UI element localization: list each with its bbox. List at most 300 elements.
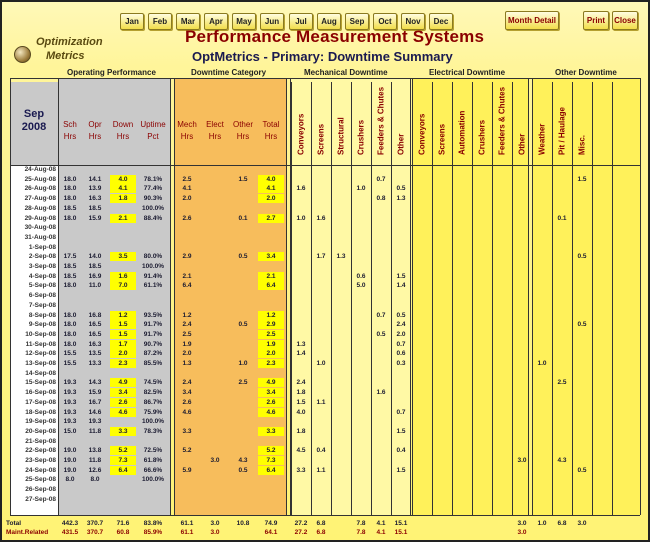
cell: 0.7 <box>396 340 406 348</box>
cell: 91.7% <box>143 321 163 329</box>
cell: 0.5 <box>396 311 406 319</box>
electrical-header-2 <box>455 82 469 164</box>
cell: 80.0% <box>143 253 163 261</box>
cell: 4.6 <box>258 408 284 417</box>
cell: 1.5 <box>396 272 406 280</box>
total-cell: 27.2 <box>294 520 308 527</box>
cell: 100.0% <box>141 418 165 426</box>
total-cell: 74.9 <box>264 520 278 527</box>
cell: 1.8 <box>296 427 306 435</box>
cell: 4.0 <box>258 175 284 184</box>
cell: 0.5 <box>577 253 587 261</box>
table-row[interactable] <box>2 446 650 455</box>
print-button[interactable]: Print <box>583 11 609 30</box>
cell: 19.0 <box>63 457 77 464</box>
row-date: 10-Sep-08 <box>25 330 56 338</box>
maint-cell: 6.8 <box>316 529 326 536</box>
cell: 2.0 <box>258 194 284 203</box>
table-row[interactable] <box>2 204 650 213</box>
row-date: 2-Sep-08 <box>28 253 56 261</box>
globe-icon <box>14 46 31 63</box>
section-operating-performance: Operating Performance <box>67 68 156 77</box>
table-row[interactable] <box>2 165 650 174</box>
cell: 4.1 <box>110 184 136 193</box>
table-row[interactable] <box>2 252 650 261</box>
row-date: 31-Aug-08 <box>24 233 56 241</box>
cell: 2.6 <box>182 214 192 222</box>
cell: 0.1 <box>238 214 248 222</box>
electrical-header-3 <box>475 82 489 164</box>
electrical-header-3-label: Crushers <box>477 119 487 155</box>
cell: 16.7 <box>88 398 102 406</box>
maint-cell: 15.1 <box>394 529 408 536</box>
cell: 2.4 <box>182 321 192 329</box>
maint-cell: 64.1 <box>264 529 278 536</box>
cell: 4.5 <box>296 447 306 455</box>
mechanical-header-0-label: Conveyors <box>296 113 306 155</box>
table-row[interactable] <box>2 340 650 349</box>
cell: 0.6 <box>396 350 406 358</box>
cell: 14.6 <box>88 408 102 416</box>
cell: 3.5 <box>110 252 136 261</box>
cell: 11.0 <box>88 282 102 290</box>
cell: 72.5% <box>143 447 163 455</box>
cell: 100.0% <box>141 263 165 270</box>
cell: 2.9 <box>182 253 192 261</box>
cell: 90.3% <box>143 195 163 203</box>
cell: 2.3 <box>110 359 136 368</box>
row-date: 6-Sep-08 <box>28 292 56 300</box>
maint-cell: 431.5 <box>61 529 79 536</box>
maint-cell: 3.0 <box>210 529 220 536</box>
operating-header-3: Uptime Pct <box>140 120 166 141</box>
cell: 18.0 <box>63 330 77 338</box>
total-label: Total <box>6 520 22 527</box>
table-row[interactable] <box>2 272 650 281</box>
month-button-oct[interactable]: Oct <box>373 13 397 30</box>
cell: 14.3 <box>88 379 102 387</box>
table-row[interactable] <box>2 466 650 475</box>
cell: 3.3 <box>110 427 136 436</box>
cell: 1.2 <box>182 311 192 319</box>
cell: 13.3 <box>88 360 102 367</box>
electrical-header-1 <box>435 82 449 164</box>
cell: 1.2 <box>258 311 284 320</box>
total-cell: 10.8 <box>236 520 250 527</box>
period-label <box>10 82 58 165</box>
cell: 1.5 <box>577 175 587 183</box>
cell: 3.0 <box>517 457 527 464</box>
table-row[interactable] <box>2 311 650 320</box>
electrical-header-4 <box>495 82 509 164</box>
cell: 1.4 <box>396 282 406 290</box>
grid-line <box>10 515 640 516</box>
cell: 19.3 <box>88 418 102 426</box>
grid-line <box>10 78 640 79</box>
operating-header-0: Sch Hrs <box>63 120 77 141</box>
cell: 7.0 <box>110 281 136 290</box>
row-date: 20-Sep-08 <box>25 427 56 435</box>
row-date: 18-Sep-08 <box>25 408 56 416</box>
month-button-aug[interactable]: Aug <box>317 13 341 30</box>
cell: 18.5 <box>63 204 77 212</box>
cell: 0.3 <box>396 360 406 367</box>
row-date: 27-Sep-08 <box>25 495 56 503</box>
cell: 1.6 <box>316 214 326 222</box>
period-year: 2008 <box>21 121 47 133</box>
table-row[interactable] <box>2 388 650 397</box>
cell: 0.4 <box>316 447 326 455</box>
cell: 0.5 <box>577 466 587 474</box>
maint-cell: 7.8 <box>356 529 366 536</box>
logo-line1: Optimization <box>36 36 103 48</box>
cell: 15.5 <box>63 360 77 367</box>
section-mechanical-downtime: Mechanical Downtime <box>304 68 388 77</box>
row-date: 1-Sep-08 <box>28 243 56 251</box>
electrical-header-1-label: Screens <box>437 123 447 155</box>
cell: 1.0 <box>356 185 366 193</box>
cell: 18.0 <box>63 214 77 222</box>
cell: 18.5 <box>88 204 102 212</box>
table-row[interactable] <box>2 184 650 193</box>
cell: 3.0 <box>210 457 220 464</box>
row-date: 30-Aug-08 <box>24 224 56 232</box>
cell: 3.3 <box>296 466 306 474</box>
total-cell: 7.8 <box>356 520 366 527</box>
row-date: 9-Sep-08 <box>28 321 56 329</box>
cell: 1.2 <box>110 311 136 320</box>
month-button-jun[interactable]: Jun <box>260 13 284 30</box>
cell: 13.5 <box>88 350 102 358</box>
cell: 1.7 <box>316 253 326 261</box>
cell: 1.1 <box>316 398 326 406</box>
table-row[interactable] <box>2 359 650 368</box>
other-header-2-label: Misc. <box>577 134 587 155</box>
close-button[interactable]: Close <box>612 11 638 30</box>
cell: 0.5 <box>577 321 587 329</box>
electrical-header-5-label: Other <box>517 133 527 155</box>
cell: 1.9 <box>258 340 284 349</box>
table-row[interactable] <box>2 485 650 494</box>
row-date: 11-Sep-08 <box>25 340 56 348</box>
cell: 4.3 <box>557 457 567 464</box>
cell: 16.5 <box>88 321 102 329</box>
month-button-mar[interactable]: Mar <box>176 13 200 30</box>
cell: 4.3 <box>238 457 248 464</box>
cell: 1.1 <box>316 466 326 474</box>
cell: 7.3 <box>258 456 284 465</box>
mechanical-header-2-label: Structural <box>336 117 346 155</box>
mechanical-header-5 <box>394 82 408 164</box>
cell: 74.5% <box>143 379 163 387</box>
cell: 0.7 <box>376 175 386 183</box>
row-date: 8-Sep-08 <box>28 311 56 319</box>
mechanical-header-5-label: Other <box>396 133 406 155</box>
cell: 2.0 <box>110 349 136 358</box>
cell: 18.5 <box>63 272 77 280</box>
row-date: 24-Aug-08 <box>24 166 56 173</box>
cell: 16.3 <box>88 340 102 348</box>
table-row[interactable] <box>2 175 650 184</box>
maint-cell: 61.1 <box>180 529 194 536</box>
cell: 1.3 <box>336 253 346 261</box>
cell: 0.5 <box>238 466 248 474</box>
cell: 5.2 <box>182 447 192 455</box>
month-button-sep[interactable]: Sep <box>345 13 369 30</box>
table-row[interactable] <box>2 243 650 252</box>
cell: 4.0 <box>296 408 306 416</box>
month-button-nov[interactable]: Nov <box>401 13 425 30</box>
month-button-jul[interactable]: Jul <box>289 13 313 30</box>
total-cell: 71.6 <box>116 520 130 527</box>
total-cell: 370.7 <box>86 520 104 527</box>
cell: 0.1 <box>557 214 567 222</box>
cell: 2.5 <box>258 330 284 339</box>
electrical-header-4-label: Feeders & Chutes <box>497 86 507 155</box>
table-row[interactable] <box>2 223 650 232</box>
row-date: 29-Aug-08 <box>24 214 56 222</box>
other-header-2 <box>575 82 589 164</box>
table-row[interactable] <box>2 214 650 223</box>
table-row[interactable] <box>2 233 650 242</box>
cell: 14.0 <box>88 253 102 261</box>
table-row[interactable] <box>2 291 650 300</box>
cell: 2.5 <box>238 379 248 387</box>
cell: 2.3 <box>258 359 284 368</box>
cell: 1.0 <box>238 360 248 367</box>
cell: 85.5% <box>143 360 163 367</box>
cell: 91.4% <box>143 272 163 280</box>
cell: 2.0 <box>182 195 192 203</box>
maint-cell: 85.9% <box>143 529 163 536</box>
maint-cell: 27.2 <box>294 529 308 536</box>
cell: 93.5% <box>143 311 163 319</box>
cell: 2.1 <box>182 272 192 280</box>
table-row[interactable] <box>2 378 650 387</box>
month-button-may[interactable]: May <box>232 13 256 30</box>
category-header-2: Other Hrs <box>232 120 253 141</box>
operating-header-1: Opr Hrs <box>88 120 102 141</box>
total-cell: 15.1 <box>394 520 408 527</box>
cell: 0.4 <box>396 447 406 455</box>
row-date: 12-Sep-08 <box>25 350 56 358</box>
cell: 2.5 <box>182 330 192 338</box>
cell: 17.5 <box>63 253 77 261</box>
total-cell: 6.8 <box>557 520 567 527</box>
cell: 6.4 <box>110 466 136 475</box>
cell: 16.3 <box>88 195 102 203</box>
cell: 0.5 <box>238 253 248 261</box>
table-row[interactable] <box>2 456 650 465</box>
table-row[interactable] <box>2 330 650 339</box>
section-downtime-category: Downtime Category <box>191 68 267 77</box>
cell: 13.8 <box>88 447 102 455</box>
cell: 4.6 <box>182 408 192 416</box>
cell: 19.3 <box>63 379 77 387</box>
row-date: 16-Sep-08 <box>25 389 56 397</box>
cell: 61.1% <box>143 282 163 290</box>
total-cell: 442.3 <box>61 520 79 527</box>
row-date: 24-Sep-08 <box>25 466 56 474</box>
cell: 82.5% <box>143 389 163 397</box>
cell: 1.5 <box>296 398 306 406</box>
row-date: 13-Sep-08 <box>25 360 56 367</box>
period-month: Sep <box>23 108 45 120</box>
table-row[interactable] <box>2 349 650 358</box>
mechanical-header-3 <box>354 82 368 164</box>
table-row[interactable] <box>2 495 650 504</box>
cell: 18.5 <box>63 263 77 270</box>
cell: 7.3 <box>110 456 136 465</box>
month-button-feb[interactable]: Feb <box>148 13 172 30</box>
maint-cell: 4.1 <box>376 529 386 536</box>
other-header-1 <box>555 82 569 164</box>
company-logo <box>12 30 162 70</box>
table-row[interactable] <box>2 194 650 203</box>
cell: 78.1% <box>143 175 163 183</box>
cell: 2.1 <box>110 214 136 223</box>
cell: 19.3 <box>63 418 77 426</box>
cell: 16.8 <box>88 311 102 319</box>
cell: 1.0 <box>296 214 306 222</box>
other-header-1-label: Pit / Haulage <box>557 106 567 155</box>
cell: 2.4 <box>296 379 306 387</box>
cell: 16.5 <box>88 330 102 338</box>
row-date: 26-Sep-08 <box>25 486 56 494</box>
maint-cell: 3.0 <box>517 529 527 536</box>
mechanical-header-4 <box>374 82 388 164</box>
total-cell: 3.0 <box>517 520 527 527</box>
cell: 1.6 <box>110 272 136 281</box>
cell: 19.3 <box>63 389 77 397</box>
month-button-apr[interactable]: Apr <box>204 13 228 30</box>
cell: 86.7% <box>143 398 163 406</box>
cell: 6.4 <box>182 282 192 290</box>
cell: 0.6 <box>356 272 366 280</box>
row-date: 25-Aug-08 <box>24 175 56 183</box>
page-title: Performance Measurement Systems <box>185 27 485 46</box>
cell: 2.0 <box>182 350 192 358</box>
cell: 4.9 <box>258 378 284 387</box>
table-row[interactable] <box>2 408 650 417</box>
cell: 3.4 <box>182 389 192 397</box>
cell: 100.0% <box>141 204 165 212</box>
table-row[interactable] <box>2 427 650 436</box>
maint-cell: 370.7 <box>86 529 104 536</box>
maint-row <box>2 528 650 537</box>
table-row[interactable] <box>2 369 650 378</box>
cell: 18.0 <box>63 321 77 329</box>
cell: 100.0% <box>141 476 165 484</box>
table-row[interactable] <box>2 281 650 290</box>
cell: 3.3 <box>182 427 192 435</box>
table-row[interactable] <box>2 301 650 310</box>
category-header-1: Elect Hrs <box>206 120 224 141</box>
mechanical-header-0 <box>294 82 308 164</box>
operating-header-2: Down Hrs <box>112 120 134 141</box>
cell: 12.6 <box>88 466 102 474</box>
row-date: 21-Sep-08 <box>25 437 56 445</box>
month-button-jan[interactable]: Jan <box>120 13 144 30</box>
cell: 15.0 <box>63 427 77 435</box>
table-row[interactable] <box>2 320 650 329</box>
month-detail-button[interactable]: Month Detail <box>505 11 559 30</box>
total-cell: 3.0 <box>577 520 587 527</box>
cell: 18.0 <box>63 185 77 193</box>
row-date: 15-Sep-08 <box>25 379 56 387</box>
total-cell: 4.1 <box>376 520 386 527</box>
category-header-3: Total Hrs <box>262 120 280 141</box>
cell: 15.9 <box>88 389 102 397</box>
electrical-header-2-label: Automation <box>457 110 467 155</box>
table-row[interactable] <box>2 475 650 484</box>
row-date: 14-Sep-08 <box>25 369 56 377</box>
cell: 2.0 <box>396 330 406 338</box>
row-date: 17-Sep-08 <box>25 398 56 406</box>
cell: 4.1 <box>182 185 192 193</box>
table-row[interactable] <box>2 398 650 407</box>
cell: 2.7 <box>258 214 284 223</box>
section-electrical-downtime: Electrical Downtime <box>429 68 506 77</box>
cell: 19.0 <box>63 447 77 455</box>
cell: 0.5 <box>238 321 248 329</box>
table-row[interactable] <box>2 262 650 271</box>
cell: 66.6% <box>143 466 163 474</box>
cell: 2.4 <box>182 379 192 387</box>
electrical-header-0-label: Conveyors <box>417 113 427 155</box>
cell: 14.1 <box>88 175 102 183</box>
cell: 5.2 <box>110 446 136 455</box>
electrical-header-0 <box>415 82 429 164</box>
category-header-0: Mech Hrs <box>177 120 197 141</box>
cell: 78.3% <box>143 427 163 435</box>
cell: 8.0 <box>90 476 100 484</box>
cell: 1.5 <box>238 175 248 183</box>
row-date: 5-Sep-08 <box>28 282 56 290</box>
table-row[interactable] <box>2 417 650 426</box>
cell: 1.4 <box>296 350 306 358</box>
cell: 1.5 <box>110 330 136 339</box>
total-cell: 61.1 <box>180 520 194 527</box>
row-date: 22-Sep-08 <box>25 447 56 455</box>
cell: 2.9 <box>258 320 284 329</box>
cell: 0.7 <box>396 408 406 416</box>
cell: 5.2 <box>258 446 284 455</box>
cell: 4.1 <box>258 184 284 193</box>
cell: 1.8 <box>110 194 136 203</box>
cell: 2.5 <box>557 379 567 387</box>
cell: 0.5 <box>376 330 386 338</box>
cell: 4.0 <box>110 175 136 184</box>
cell: 1.8 <box>296 389 306 397</box>
cell: 18.0 <box>63 175 77 183</box>
cell: 19.0 <box>63 466 77 474</box>
cell: 0.8 <box>376 195 386 203</box>
cell: 1.7 <box>110 340 136 349</box>
cell: 18.0 <box>63 340 77 348</box>
cell: 1.0 <box>537 360 547 367</box>
cell: 16.9 <box>88 272 102 280</box>
cell: 1.6 <box>296 185 306 193</box>
table-row[interactable] <box>2 437 650 446</box>
cell: 4.6 <box>110 408 136 417</box>
cell: 1.3 <box>396 195 406 203</box>
cell: 1.6 <box>376 389 386 397</box>
month-button-dec[interactable]: Dec <box>429 13 453 30</box>
total-cell: 1.0 <box>537 520 547 527</box>
cell: 1.9 <box>182 340 192 348</box>
row-date: 28-Aug-08 <box>24 204 56 212</box>
